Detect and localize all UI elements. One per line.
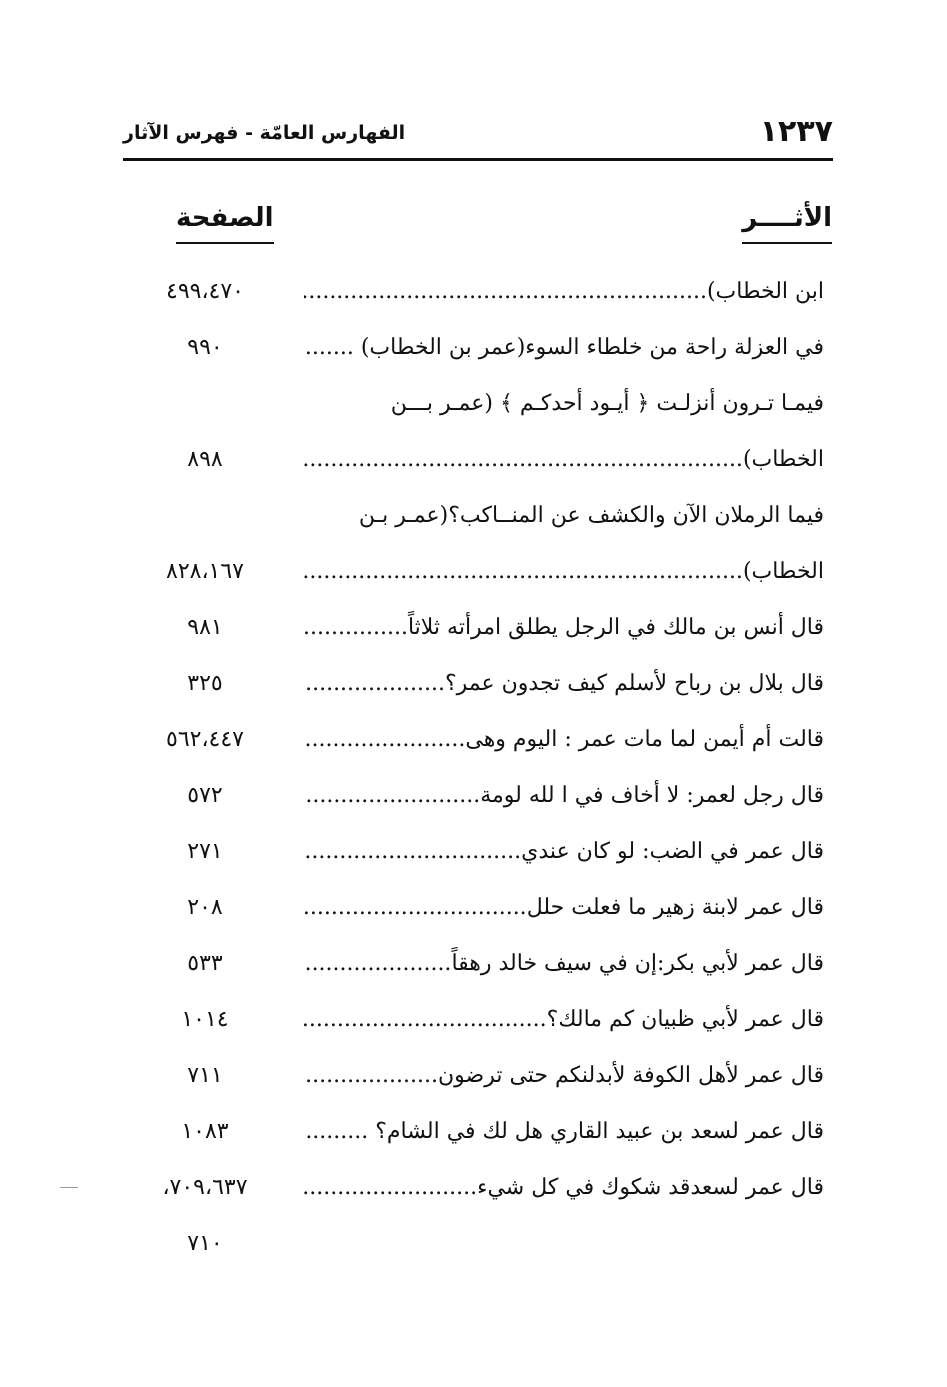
entry-page-numbers: ٨٩٨ xyxy=(187,447,223,472)
entry-page-numbers: ٢٠٨ xyxy=(187,895,223,920)
entry-text: قال عمر لابنة زهير ما فعلت حلل ..... xyxy=(304,886,824,930)
entry-page-numbers: ٩٨١ xyxy=(187,615,223,640)
page-header xyxy=(123,112,833,161)
entry-text: الخطاب) ..... xyxy=(304,438,824,482)
entry-page-numbers: ٥٧٢ xyxy=(187,783,223,808)
entry-text: قال عمر في الضب: لو كان عندي ..... xyxy=(304,830,824,874)
entry-text: قال عمر لسعد بن عبيد القاري هل لك في الشام؟ ..... ..... xyxy=(304,1110,824,1154)
entry-page-numbers: ٨٢٨،١٦٧ xyxy=(166,559,244,584)
entry-page-numbers: ٥٦٢،٤٤٧ xyxy=(166,727,244,752)
page-number: ١٢٣٧ xyxy=(759,114,833,149)
entry-text: قال رجل لعمر: لا أخاف في ا لله لومة ..... xyxy=(304,774,824,818)
entry-text: قال عمر لأبي بكر:إن في سيف خالد رهقاً ..... xyxy=(304,942,824,986)
entry-page-numbers: ١٠١٤ xyxy=(181,1007,229,1032)
entry-text: في العزلة راحة من خلطاء السوء(عمر بن الخطاب) .... ..... xyxy=(304,326,824,370)
entry-page-numbers: ٧١١ xyxy=(187,1063,223,1088)
margin-mark xyxy=(60,1187,78,1188)
entry-page-numbers: ٥٣٣ xyxy=(187,951,223,976)
entry-text: الخطاب) ..... xyxy=(304,550,824,594)
column-header-athar: الأثــــر xyxy=(742,196,832,244)
entry-page-numbers: ٤٩٩،٤٧٠ xyxy=(166,279,244,304)
entry-page-numbers: ٣٢٥ xyxy=(187,671,223,696)
entry-page-numbers: ٧١٠ xyxy=(187,1231,223,1256)
entry-page-numbers: ٩٩٠ xyxy=(187,335,223,360)
entry-text: قالت أم أيمن لما مات عمر : اليوم وهى ..... xyxy=(304,718,824,762)
entry-text: فيمـا تـرون أنزلـت ﴿ أيـود أحدكـم ﴾ (عمـر بـــن xyxy=(390,391,824,416)
entry-page-numbers: ١٠٨٣ xyxy=(181,1119,229,1144)
entry-text: فيما الرملان الآن والكشف عن المنــاكب؟(عمـر بـن xyxy=(358,503,824,528)
entry-page-numbers: ٢٧١ xyxy=(187,839,223,864)
entry-text: قال عمر لأبي ظبيان كم مالك؟ ..... xyxy=(304,998,824,1042)
entry-page-numbers: ٧٠٩،٦٣٧، xyxy=(162,1175,248,1200)
entry-text: قال عمر لأهل الكوفة لأبدلنكم حتى ترضون ..... xyxy=(304,1054,824,1098)
entry-text: قال عمر لسعدقد شكوك في كل شيء ..... xyxy=(304,1166,824,1210)
running-title: الفهارس العامّة - فهرس الآثار xyxy=(123,122,406,144)
entry-text: قال بلال بن رباح لأسلم كيف تجدون عمر؟ ..... xyxy=(304,662,824,706)
column-header-page: الصفحة xyxy=(176,196,274,244)
entry-text: قال أنس بن مالك في الرجل يطلق امرأته ثلاثاً ..... xyxy=(304,606,824,650)
entry-text: ابن الخطاب) ..... xyxy=(304,270,824,314)
